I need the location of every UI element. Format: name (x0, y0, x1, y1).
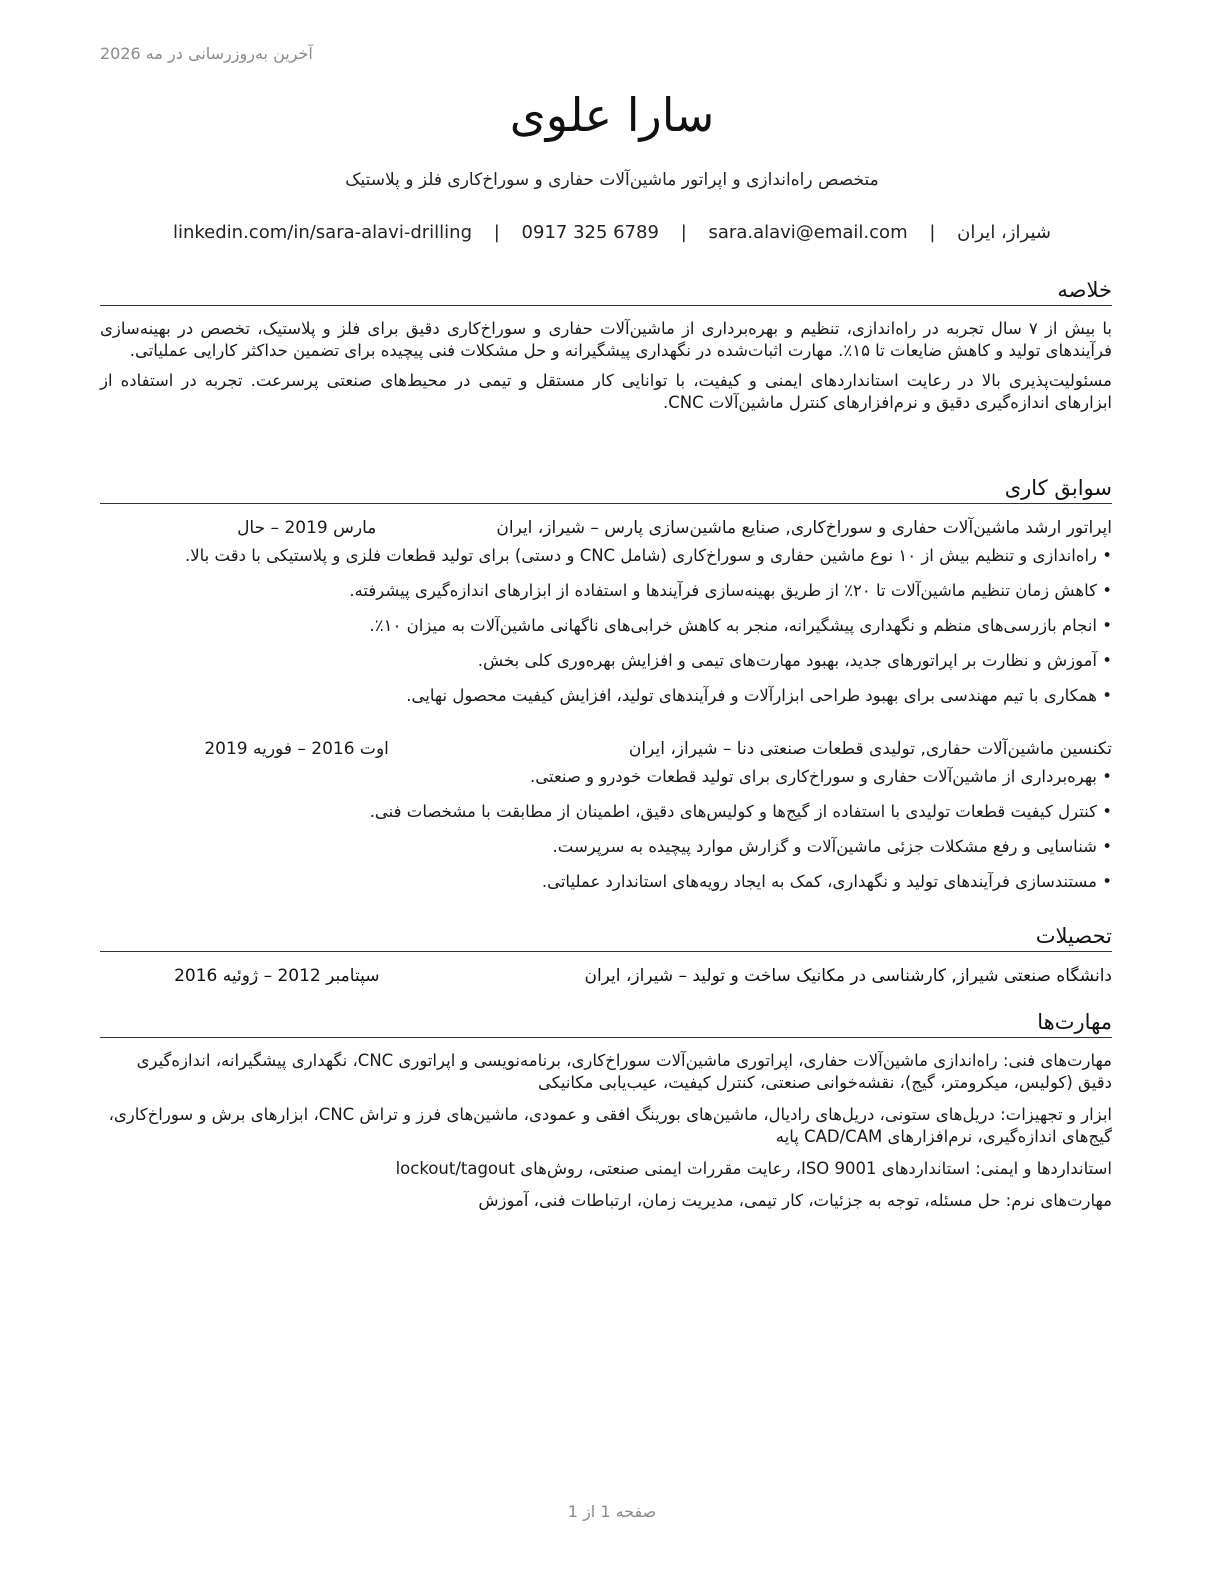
section-title-experience: سوابق کاری (100, 474, 1112, 504)
job-title: اپراتور ارشد ماشین‌آلات حفاری و سوراخ‌کاری, صنایع ماشین‌سازی پارس – شیراز، ایران (496, 518, 1112, 538)
education-institution: دانشگاه صنعتی شیراز, کارشناسی در مکانیک ساخت و تولید – شیراز، ایران (584, 966, 1112, 986)
contact-line (0, 222, 1224, 243)
job-dates: مارس 2019 – حال (237, 518, 377, 538)
list-item: • راه‌اندازی و تنظیم بیش از ۱۰ نوع ماشین حفاری و سوراخ‌کاری (شامل CNC و دستی) برای تولید قطعات فلزی و پلاستیکی با دقت بالا. (100, 544, 1112, 567)
candidate-subtitle: متخصص راه‌اندازی و اپراتور ماشین‌آلات حفاری و سوراخ‌کاری فلز و پلاستیک (345, 170, 879, 190)
page-number: صفحه 1 از 1 (567, 1502, 657, 1521)
list-item: • همکاری با تیم مهندسی برای بهبود طراحی ابزارآلات و فرآیندهای تولید، افزایش کیفیت محصول نهایی. (100, 684, 1112, 707)
experience-section (100, 474, 1112, 905)
section-title-skills: مهارت‌ها (100, 1008, 1112, 1038)
education-entry (100, 964, 1112, 988)
skills-line: ابزار و تجهیزات: دریل‌های ستونی، دریل‌های رادیال، ماشین‌های بورینگ افقی و عمودی، ماشین‌های فرز و تراش CNC، ابزارهای برش و سوراخ‌کاری، گیج‌های اندازه‌گیری، نرم‌افزارهای CAD/CAM پایه (108, 1105, 1112, 1146)
job-bullets (100, 544, 1112, 707)
contact-separator: | (929, 222, 936, 243)
skills-section (100, 1008, 1112, 1222)
summary-paragraph: با بیش از ۷ سال تجربه در راه‌اندازی، تنظیم و بهره‌برداری از ماشین‌آلات حفاری و سوراخ‌کاری دقیق برای فلز و پلاستیک، تخصص در بهینه‌سازی فرآیندهای تولید و کاهش ضایعات تا ۱۵٪. مهارت اثبات‌شده در نگهداری پیشگیرانه و حل مشکلات فنی پیچیده برای تضمین حداکثر کارایی عملیاتی. (100, 319, 1113, 360)
section-title-summary: خلاصه (100, 276, 1112, 306)
skills-line: مهارت‌های فنی: راه‌اندازی ماشین‌آلات حفاری، اپراتوری ماشین‌آلات سوراخ‌کاری، برنامه‌نویسی و اپراتوری CNC، نگهداری پیشگیرانه، اندازه‌گیری دقیق (کولیس، میکرومتر، گیج)، نقشه‌خوانی صنعتی، کنترل کیفیت، عیب‌یابی مکانیکی (136, 1051, 1112, 1092)
job-header (100, 516, 1112, 540)
summary-section (100, 276, 1112, 422)
contact-linkedin[interactable]: linkedin.com/in/sara-alavi-drilling (172, 222, 472, 243)
last-updated: آخرین به‌روزرسانی در مه 2026 (100, 44, 313, 63)
contact-separator: | (680, 222, 687, 243)
job-bullets (100, 765, 1112, 893)
section-title-education: تحصیلات (100, 922, 1112, 952)
candidate-name: سارا علوی (509, 88, 715, 142)
list-item: • انجام بازرسی‌های منظم و نگهداری پیشگیرانه، منجر به کاهش خرابی‌های ناگهانی ماشین‌آلات به میزان ۱۰٪. (100, 614, 1112, 637)
list-item: • کاهش زمان تنظیم ماشین‌آلات تا ۲۰٪ از طریق بهینه‌سازی فرآیندها و استفاده از ابزارهای اندازه‌گیری پیشرفته. (100, 579, 1112, 602)
job-title: تکنسین ماشین‌آلات حفاری, تولیدی قطعات صنعتی دنا – شیراز، ایران (628, 739, 1112, 759)
summary-paragraph: مسئولیت‌پذیری بالا در رعایت استانداردهای ایمنی و کیفیت، با توانایی کار مستقل و تیمی در محیط‌های صنعتی پرسرعت. تجربه در استفاده از ابزارهای اندازه‌گیری دقیق و نرم‌افزارهای کنترل ماشین‌آلات CNC. (100, 371, 1112, 412)
job-dates: اوت 2016 – فوریه 2019 (204, 739, 389, 759)
skills-line: استانداردها و ایمنی: استانداردهای ISO 9001، رعایت مقررات ایمنی صنعتی، روش‌های lockout/tagout (395, 1159, 1112, 1178)
contact-email[interactable]: sara.alavi@email.com (708, 222, 908, 243)
list-item: • بهره‌برداری از ماشین‌آلات حفاری و سوراخ‌کاری برای تولید قطعات خودرو و صنعتی. (100, 765, 1112, 788)
contact-separator: | (493, 222, 500, 243)
skills-line: مهارت‌های نرم: حل مسئله، توجه به جزئیات، کار تیمی، مدیریت زمان، ارتباطات فنی، آموزش (478, 1191, 1112, 1210)
list-item: • شناسایی و رفع مشکلات جزئی ماشین‌آلات و گزارش موارد پیچیده به سرپرست. (100, 835, 1112, 858)
job-header (100, 737, 1112, 761)
contact-location: شیراز، ایران (957, 222, 1051, 243)
contact-phone[interactable]: 0917 325 6789 (521, 222, 659, 243)
list-item: • آموزش و نظارت بر اپراتورهای جدید، بهبود مهارت‌های تیمی و افزایش بهره‌وری کلی بخش. (100, 649, 1112, 672)
education-section (100, 922, 1112, 988)
education-dates: سپتامبر 2012 – ژوئیه 2016 (174, 966, 380, 986)
list-item: • کنترل کیفیت قطعات تولیدی با استفاده از گیج‌ها و کولیس‌های دقیق، اطمینان از مطابقت با مشخصات فنی. (100, 800, 1112, 823)
list-item: • مستندسازی فرآیندهای تولید و نگهداری، کمک به ایجاد رویه‌های استاندارد عملیاتی. (100, 870, 1112, 893)
